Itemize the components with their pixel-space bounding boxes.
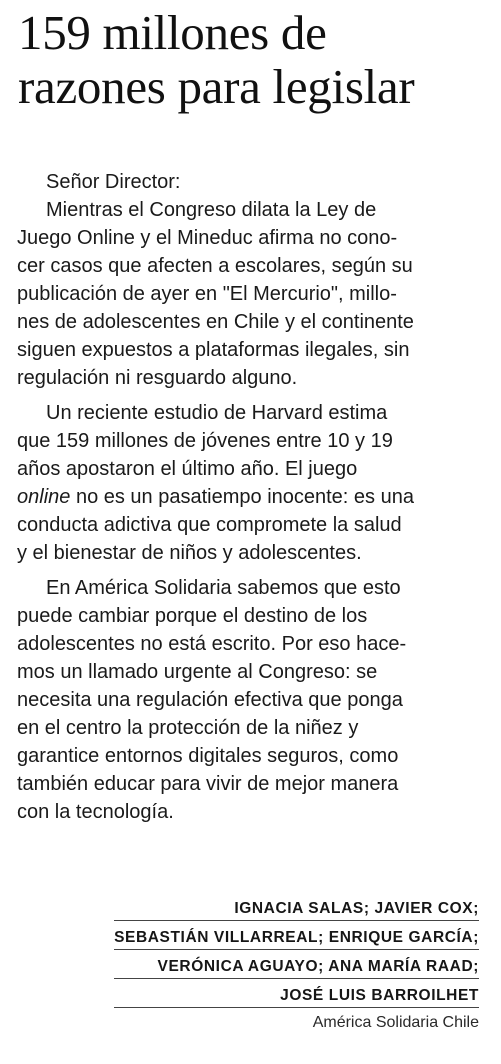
paragraph-line: siguen expuestos a plataformas ilegales, sin xyxy=(17,339,410,361)
signature-line: JOSÉ LUIS BARROILHET xyxy=(114,984,479,1008)
paragraph-line: adolescentes no está escrito. Por eso hace- xyxy=(17,633,407,655)
paragraph-line-italic-online xyxy=(17,483,492,511)
paragraph-line: nes de adolescentes en Chile y el continente xyxy=(17,311,414,333)
paragraph-gap xyxy=(17,392,492,399)
paragraph-line: regulación ni resguardo alguno. xyxy=(17,367,298,389)
paragraph-2 xyxy=(17,399,492,567)
signature-line: VERÓNICA AGUAYO; ANA MARÍA RAAD; xyxy=(114,955,479,979)
paragraph-line: garantice entornos digitales seguros, como xyxy=(17,745,399,767)
paragraph-line-rest: no es un pasatiempo inocente: es una xyxy=(70,486,414,508)
signature-block xyxy=(114,897,479,1033)
signature-line: IGNACIA SALAS; JAVIER COX; xyxy=(114,897,479,921)
paragraph-line: Mientras el Congreso dilata la Ley de xyxy=(46,199,377,221)
paragraph-line: y el bienestar de niños y adolescentes. xyxy=(17,542,362,564)
paragraph-line: Juego Online y el Mineduc afirma no cono- xyxy=(17,227,398,249)
paragraph-line: Un reciente estudio de Harvard estima xyxy=(46,402,388,424)
paragraph-line: también educar para vivir de mejor manera xyxy=(17,773,399,795)
paragraph-line: mos un llamado urgente al Congreso: se xyxy=(17,661,378,683)
paragraph-line: años apostaron el último año. El juego xyxy=(17,458,358,480)
paragraph-line: puede cambiar porque el destino de los xyxy=(17,605,368,627)
signature-line: SEBASTIÁN VILLARREAL; ENRIQUE GARCÍA; xyxy=(114,926,479,950)
paragraph-1 xyxy=(17,196,492,392)
paragraph-line: en el centro la protección de la niñez y xyxy=(17,717,359,739)
paragraph-line: En América Solidaria sabemos que esto xyxy=(46,577,401,599)
paragraph-gap xyxy=(17,567,492,574)
paragraph-line: cer casos que afecten a escolares, según su xyxy=(17,255,413,277)
paragraph-3 xyxy=(17,574,492,826)
letter-headline xyxy=(18,6,488,114)
salutation: Señor Director: xyxy=(46,171,181,193)
letter-body xyxy=(17,168,492,826)
paragraph-line: publicación de ayer en "El Mercurio", millo- xyxy=(17,283,397,305)
headline-line-1: 159 millones de xyxy=(18,5,327,60)
signature-organization: América Solidaria Chile xyxy=(312,1014,479,1031)
headline-line-2: razones para legislar xyxy=(18,59,415,114)
paragraph-line: con la tecnología. xyxy=(17,801,174,823)
paragraph-line: necesita una regulación efectiva que ponga xyxy=(17,689,403,711)
online-italic: online xyxy=(17,486,71,508)
paragraph-line: que 159 millones de jóvenes entre 10 y 19 xyxy=(17,430,393,452)
paragraph-line: conducta adictiva que compromete la salud xyxy=(17,514,402,536)
